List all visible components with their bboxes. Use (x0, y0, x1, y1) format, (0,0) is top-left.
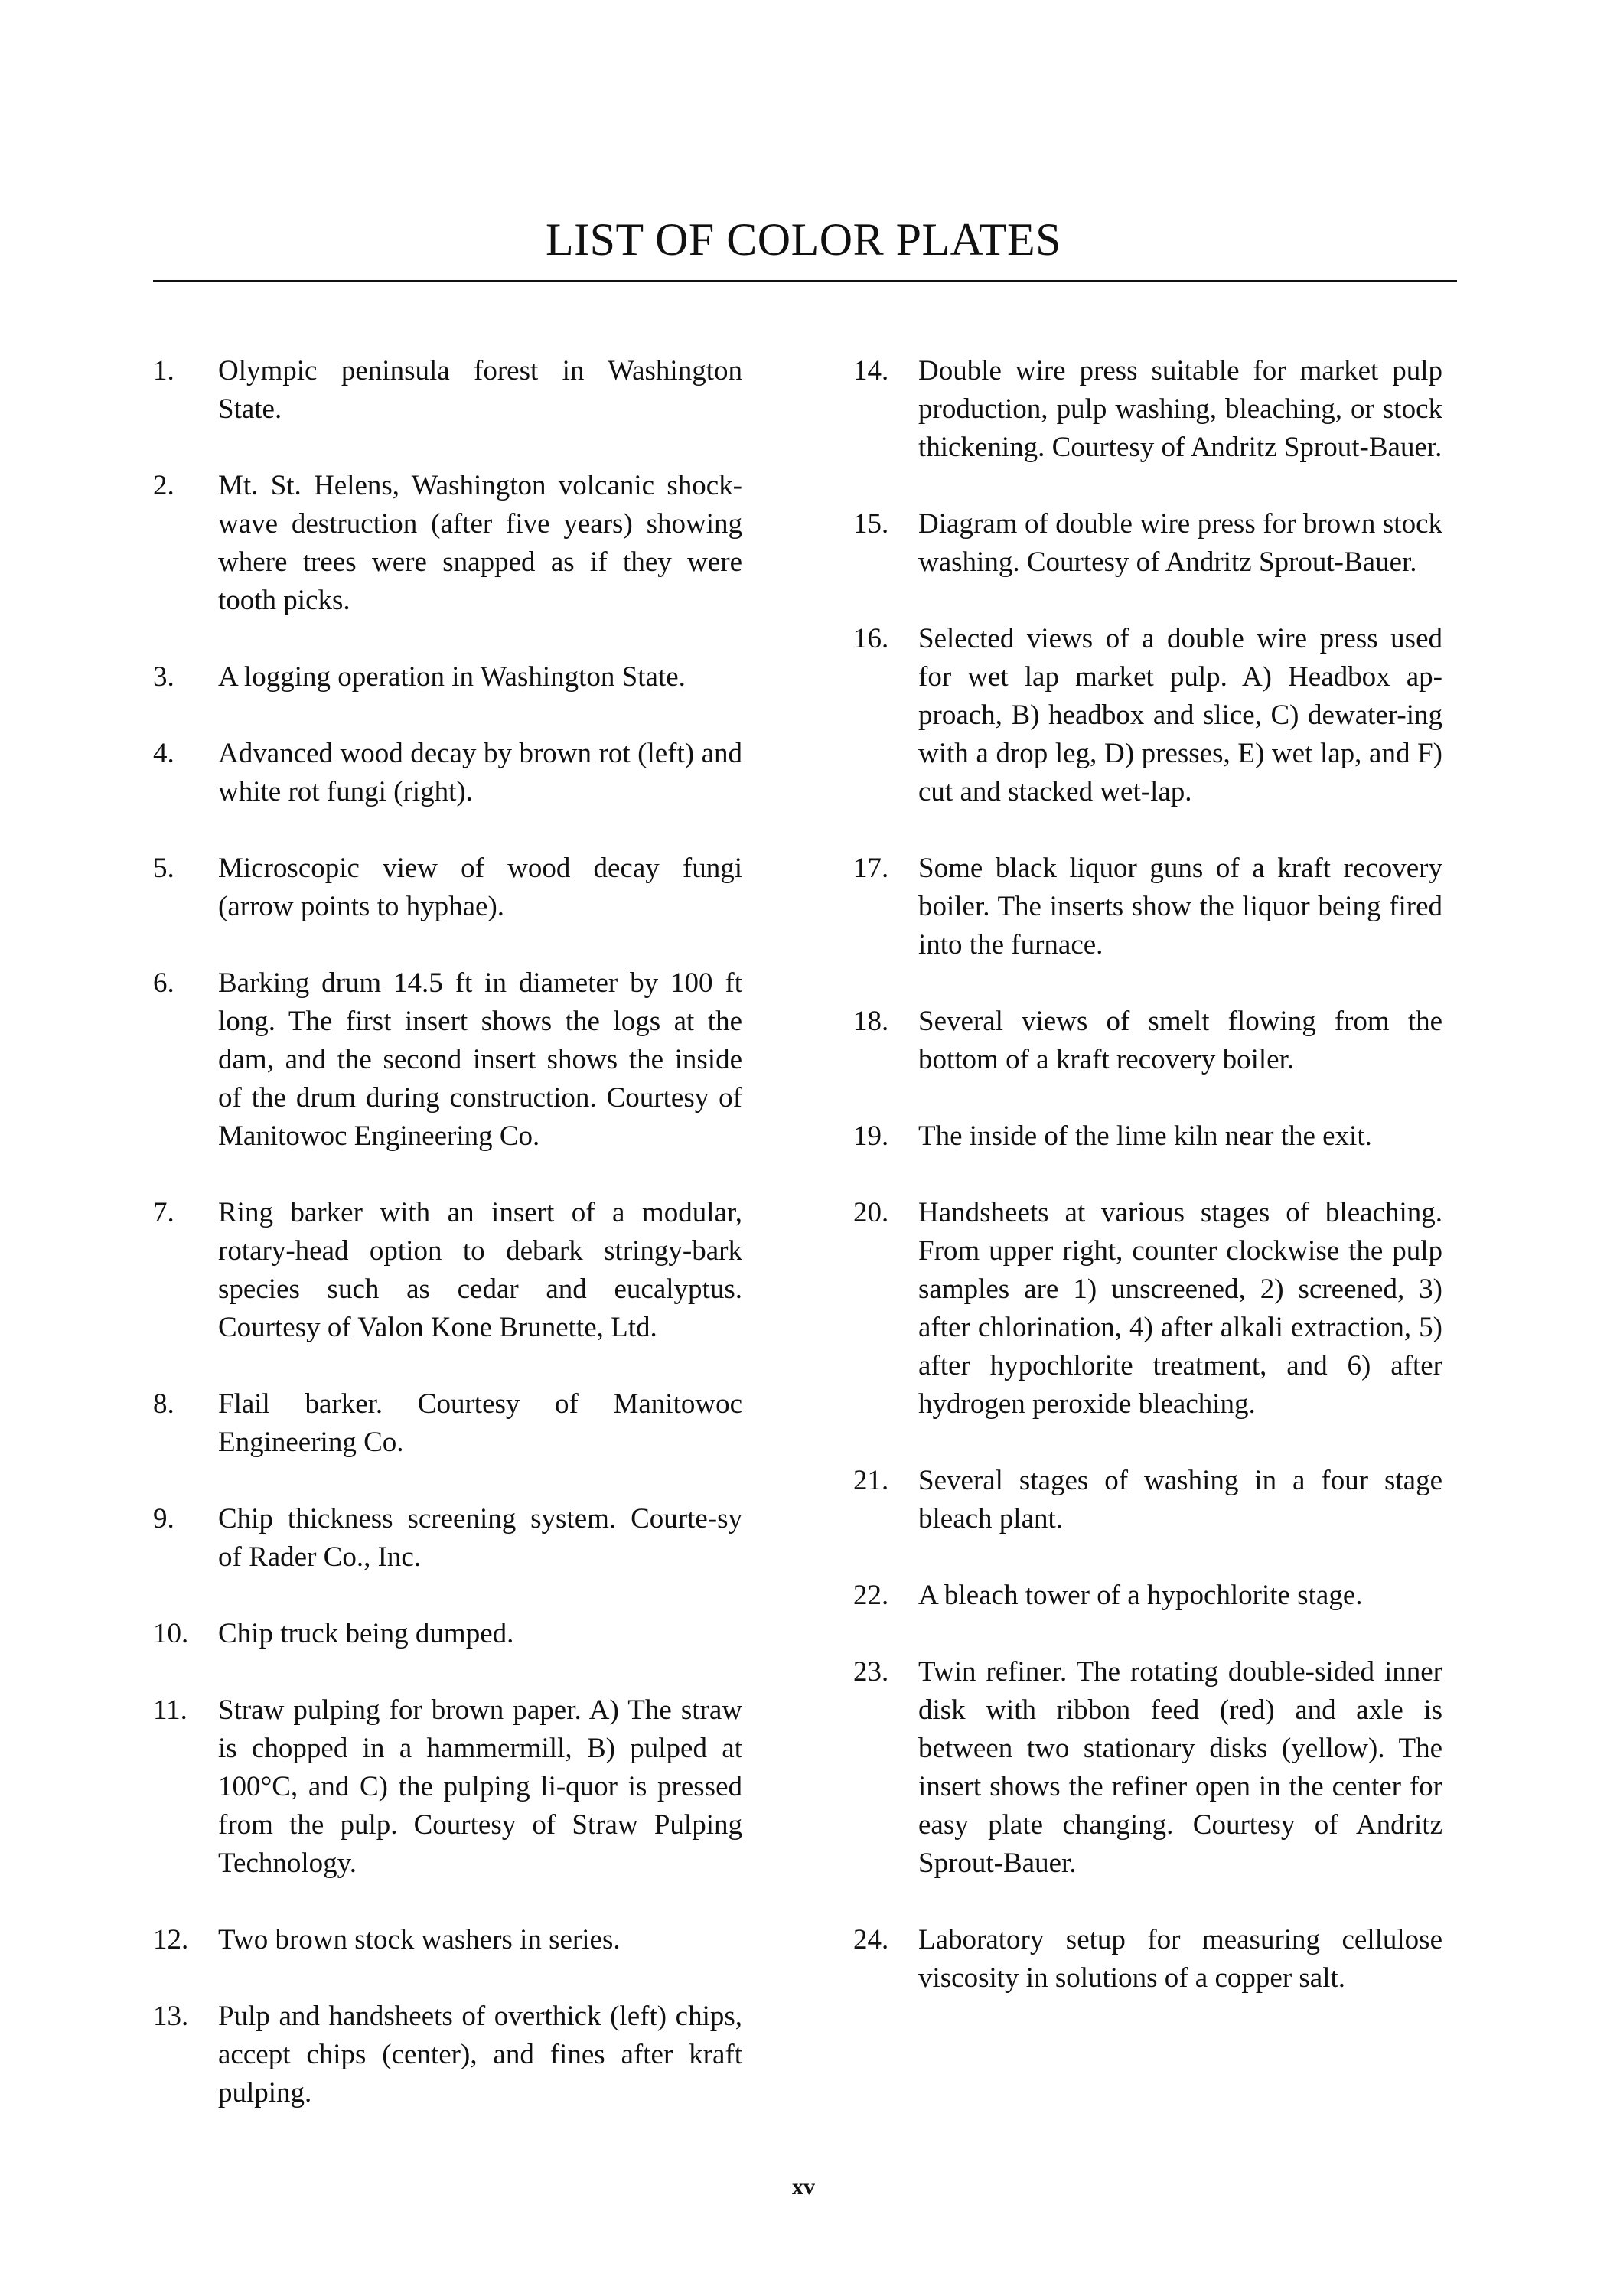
right-column (853, 352, 1442, 2036)
left-column (153, 352, 742, 2151)
plate-number: 7. (153, 1197, 174, 1228)
plate-caption: Flail barker. Courtesy of Manitowoc Engineering Co. (218, 1388, 742, 1458)
plate-number: 19. (853, 1120, 889, 1152)
plate-caption: Some black liquor guns of a kraft recovery boiler. The inserts show the liquor being fired into the furnace. (918, 853, 1442, 960)
plate-item-4 (153, 735, 742, 811)
plate-item-2 (153, 467, 742, 620)
plate-caption: Several views of smelt flowing from the bottom of a kraft recovery boiler. (918, 1006, 1442, 1075)
title-rule (153, 280, 1457, 282)
plate-caption: Straw pulping for brown paper. A) The straw is chopped in a hammermill, B) pulped at 100°C, and C) the pulping li-quor is pressed from the pulp. Courtesy of Straw Pulping Technology. (218, 1694, 742, 1879)
plate-number: 15. (853, 508, 889, 540)
plate-caption: Microscopic view of wood decay fungi (arrow points to hyphae). (218, 853, 742, 922)
plate-item-19 (853, 1117, 1442, 1156)
plate-caption: Laboratory setup for measuring cellulose viscosity in solutions of a copper salt. (918, 1924, 1442, 1994)
plate-item-18 (853, 1003, 1442, 1079)
plate-item-6 (153, 964, 742, 1156)
plate-item-21 (853, 1462, 1442, 1538)
plate-number: 1. (153, 355, 174, 386)
plate-number: 11. (153, 1694, 187, 1726)
plate-number: 5. (153, 853, 174, 884)
plate-item-23 (853, 1653, 1442, 1883)
plate-caption: Pulp and handsheets of overthick (left) chips, accept chips (center), and fines after kraft pulping. (218, 2001, 742, 2108)
plate-caption: Olympic peninsula forest in Washington State. (218, 355, 742, 425)
plate-item-16 (853, 620, 1442, 811)
plate-item-12 (153, 1921, 742, 1959)
plate-caption: Ring barker with an insert of a modular, rotary-head option to debark stringy-bark species such as cedar and eucalyptus. Courtesy of Valon Kone Brunette, Ltd. (218, 1197, 742, 1343)
plate-item-3 (153, 658, 742, 696)
plate-number: 14. (853, 355, 889, 386)
plate-number: 3. (153, 661, 174, 693)
plate-item-9 (153, 1500, 742, 1577)
plate-item-1 (153, 352, 742, 429)
plate-number: 17. (853, 853, 889, 884)
plate-number: 22. (853, 1580, 889, 1611)
plate-caption: Advanced wood decay by brown rot (left) and white rot fungi (right). (218, 738, 742, 807)
plate-item-24 (853, 1921, 1442, 1998)
plate-item-15 (853, 505, 1442, 582)
plate-item-8 (153, 1385, 742, 1462)
plate-number: 12. (153, 1924, 189, 1955)
plate-item-5 (153, 850, 742, 926)
plate-number: 9. (153, 1503, 174, 1534)
plate-number: 6. (153, 967, 174, 999)
plate-caption: Mt. St. Helens, Washington volcanic shock-wave destruction (after five years) showing where trees were snapped as if they were tooth picks. (218, 470, 742, 616)
plate-item-13 (153, 1998, 742, 2112)
plate-item-14 (853, 352, 1442, 467)
plate-number: 21. (853, 1465, 889, 1496)
plate-caption: The inside of the lime kiln near the exit. (918, 1120, 1372, 1152)
plate-number: 10. (153, 1618, 189, 1649)
plate-number: 23. (853, 1656, 889, 1688)
plate-number: 18. (853, 1006, 889, 1037)
plate-caption: Diagram of double wire press for brown stock washing. Courtesy of Andritz Sprout-Bauer. (918, 508, 1442, 578)
page-number: xv (792, 2174, 815, 2200)
plate-caption: Two brown stock washers in series. (218, 1924, 621, 1955)
plate-item-20 (853, 1194, 1442, 1424)
plate-item-17 (853, 850, 1442, 964)
plate-caption: Chip thickness screening system. Courte-sy of Rader Co., Inc. (218, 1503, 742, 1573)
plate-item-22 (853, 1577, 1442, 1615)
plate-caption: Chip truck being dumped. (218, 1618, 514, 1649)
plate-item-10 (153, 1615, 742, 1653)
plate-number: 16. (853, 623, 889, 654)
plate-caption: A logging operation in Washington State. (218, 661, 686, 693)
plate-item-7 (153, 1194, 742, 1347)
plate-caption: Twin refiner. The rotating double-sided inner disk with ribbon feed (red) and axle is between two stationary disks (yellow). The insert shows the refiner open in the center for easy plate changing. Courtesy of Andritz Sprout-Bauer. (918, 1656, 1442, 1879)
plate-number: 20. (853, 1197, 889, 1228)
plate-number: 24. (853, 1924, 889, 1955)
plate-number: 2. (153, 470, 174, 501)
plate-caption: Several stages of washing in a four stage bleach plant. (918, 1465, 1442, 1534)
plate-caption: Selected views of a double wire press used for wet lap market pulp. A) Headbox ap-proach, B) headbox and slice, C) dewater-ing with a drop leg, D) presses, E) wet lap, and F) cut and stacked wet-lap. (918, 623, 1442, 807)
plate-number: 13. (153, 2001, 189, 2032)
plate-caption: Barking drum 14.5 ft in diameter by 100 ft long. The first insert shows the logs at the dam, and the second insert shows the inside of the drum during construction. Courtesy of Manitowoc Engineering Co. (218, 967, 742, 1152)
plate-caption: A bleach tower of a hypochlorite stage. (918, 1580, 1363, 1611)
plate-caption: Handsheets at various stages of bleaching. From upper right, counter clockwise the pulp samples are 1) unscreened, 2) screened, 3) after chlorination, 4) after alkali extraction, 5) after hypochlorite treatment, and 6) after hydrogen peroxide bleaching. (918, 1197, 1442, 1420)
plate-number: 4. (153, 738, 174, 769)
page-title: LIST OF COLOR PLATES (546, 214, 1061, 265)
plate-number: 8. (153, 1388, 174, 1420)
plate-caption: Double wire press suitable for market pulp production, pulp washing, bleaching, or stock thickening. Courtesy of Andritz Sprout-Bauer. (918, 355, 1442, 463)
plate-item-11 (153, 1691, 742, 1883)
